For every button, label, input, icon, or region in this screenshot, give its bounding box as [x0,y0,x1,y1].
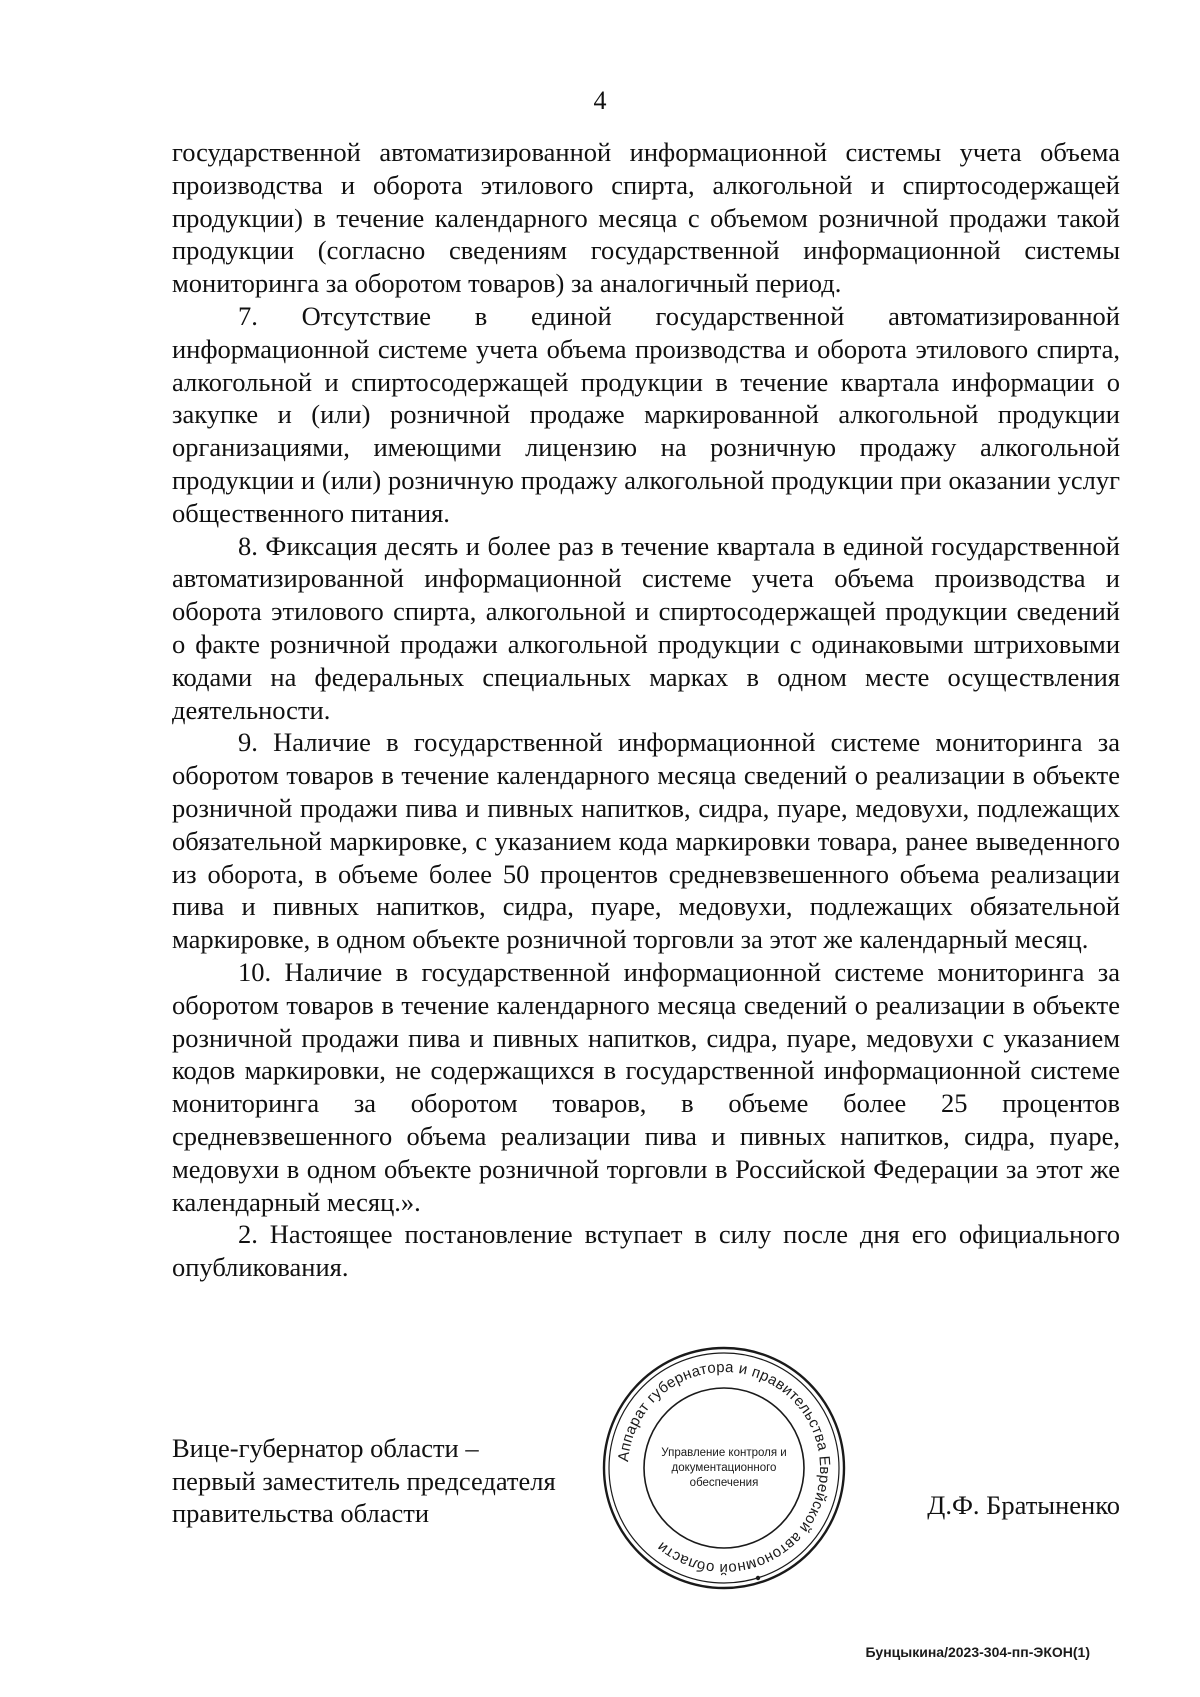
signer-title [172,1432,556,1530]
paragraph-clause-2: 2. Настоящее постановление вступает в силу после дня его официального опубликования. [172,1219,1120,1283]
paragraph-item-10: 10. Наличие в государственной информационной системе мониторинга за оборотом товаров в течение календарного месяца сведений о реализации в объекте розничной продажи пива и пивных напитков, сидра, пуаре, медовухи с указанием кодов маркировки, не содержащихся в государственной информационной системе мониторинга за оборотом товаров, в объеме более 25 процентов средневзвешенного объема реализации пива и пивных напитков, сидра, пуаре, медовухи в одном объекте розничной торговли в Российской Федерации за этот же календарный месяц.». [172,956,1120,1217]
signer-title-line: правительства области [172,1498,430,1528]
paragraph-item-7: 7. Отсутствие в единой государственной автоматизированной информационной системе учета объема производства и оборота этилового спирта, алкогольной и спиртосодержащей продукции в течение квартала информации о закупке и (или) розничной продаже маркированной алкогольной продукции организациями, имеющими лицензию на розничную продажу алкогольной продукции и (или) розничную продажу алкогольной продукции при оказании услуг общественного питания. [172,300,1120,528]
seal-center-line: Управление контроля и [661,1447,787,1459]
seal-graphic [598,1342,850,1594]
paragraph-continuation: государственной автоматизированной информационной системы учета объема производства и оборота этилового спирта, алкогольной и спиртосодержащей продукции) в течение календарного месяца с объемом розничной продажи такой продукции (согласно сведениям государственной информационной системы мониторинга за оборотом товаров) за аналогичный период. [172,137,1120,299]
seal-center-line: документационного [671,1462,777,1474]
seal-star-mark [756,1576,760,1580]
seal-ring-text: Аппарат губернатора и правительства Еврейской автономной области [615,1358,834,1578]
signer-title-line: Вице-губернатор области – [172,1433,479,1463]
document-body [172,136,1120,1284]
signer-title-line: первый заместитель председателя [172,1465,556,1496]
document-reference: Бунцыкина/2023-304-пп-ЭКОН(1) [865,1644,1090,1660]
seal-center-line: обеспечения [689,1477,759,1489]
page-number: 4 [593,86,607,115]
paragraph-item-8: 8. Фиксация десять и более раз в течение квартала в единой государственной автоматизированной информационной системе учета объема производства и оборота этилового спирта, алкогольной и спиртосодержащей продукции сведений о факте розничной продажи алкогольной продукции с одинаковыми штриховыми кодами на федеральных специальных марках в одном месте осуществления деятельности. [172,530,1120,725]
paragraph-item-9: 9. Наличие в государственной информационной системе мониторинга за оборотом товаров в течение календарного месяца сведений о реализации в объекте розничной продажи пива и пивных напитков, сидра, пуаре, медовухи, подлежащих обязательной маркировке, с указанием кода маркировки товара, ранее выведенного из оборота, в объеме более 50 процентов средневзвешенного объема реализации пива и пивных напитков, сидра, пуаре, медовухи, подлежащих обязательной маркировке, в одном объекте розничной торговли за этот же календарный месяц. [172,727,1120,955]
signer-name: Д.Ф. Братыненко [927,1490,1120,1520]
official-seal [598,1342,850,1594]
